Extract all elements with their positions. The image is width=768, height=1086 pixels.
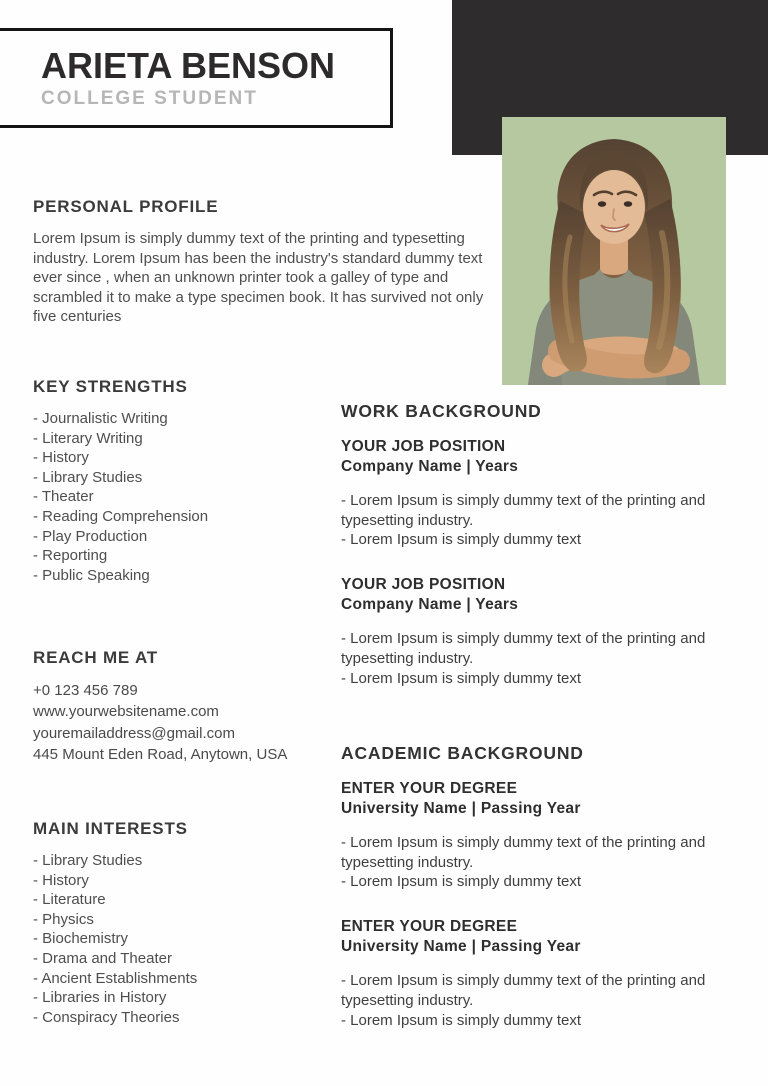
degree-title: ENTER YOUR DEGREE bbox=[341, 780, 518, 797]
degree-title: ENTER YOUR DEGREE bbox=[341, 918, 518, 936]
main-interests-section bbox=[33, 818, 353, 1027]
company-name-years: Company Name | Years bbox=[341, 458, 519, 475]
reach-me-heading: REACH ME AT bbox=[33, 648, 158, 667]
list-item: - Ancient Establishments bbox=[33, 969, 198, 987]
key-strengths-section bbox=[33, 376, 333, 585]
academic-background-section bbox=[341, 742, 739, 1055]
bullet-text: - Lorem Ipsum is simply dummy text of the printing and typesetting industry. bbox=[341, 972, 706, 1009]
list-item: - Physics bbox=[33, 910, 94, 928]
main-interests-list bbox=[33, 851, 353, 1027]
main-interests-heading: MAIN INTERESTS bbox=[33, 819, 188, 838]
list-item: - Theater bbox=[33, 488, 94, 506]
list-item: - Journalistic Writing bbox=[33, 410, 168, 427]
profile-photo bbox=[502, 117, 726, 385]
list-item: - Library Studies bbox=[33, 852, 143, 869]
key-strengths-list bbox=[33, 409, 333, 585]
university-name-year: University Name | Passing Year bbox=[341, 800, 581, 817]
job-position-title: YOUR JOB POSITION bbox=[341, 576, 506, 594]
header-name-box bbox=[0, 28, 393, 128]
job-position-title: YOUR JOB POSITION bbox=[341, 438, 506, 455]
list-item: - Literature bbox=[33, 891, 106, 909]
academic-entry bbox=[341, 779, 739, 892]
bullet-text: - Lorem Ipsum is simply dummy text bbox=[341, 531, 582, 549]
work-entry bbox=[341, 575, 739, 688]
list-item: - Reading Comprehension bbox=[33, 507, 209, 525]
academic-entry bbox=[341, 917, 739, 1030]
website-text: www.yourwebsitename.com bbox=[33, 703, 219, 721]
bullet-text: - Lorem Ipsum is simply dummy text bbox=[341, 873, 582, 891]
email-text: youremailaddress@gmail.com bbox=[33, 724, 235, 742]
academic-background-heading: ACADEMIC BACKGROUND bbox=[341, 743, 584, 763]
phone-text: +0 123 456 789 bbox=[33, 682, 138, 699]
list-item: - Conspiracy Theories bbox=[33, 1008, 180, 1026]
list-item: - History bbox=[33, 871, 89, 889]
bullet-text: - Lorem Ipsum is simply dummy text of the printing and typesetting industry. bbox=[341, 492, 706, 529]
address-text: 445 Mount Eden Road, Anytown, USA bbox=[33, 745, 288, 763]
list-item: - Literary Writing bbox=[33, 429, 143, 447]
list-item: - Biochemistry bbox=[33, 930, 129, 948]
list-item: - Play Production bbox=[33, 527, 148, 545]
portrait-illustration bbox=[502, 117, 726, 385]
key-strengths-heading: KEY STRENGTHS bbox=[33, 377, 188, 396]
bullet-text: - Lorem Ipsum is simply dummy text bbox=[341, 1011, 582, 1029]
company-name-years: Company Name | Years bbox=[341, 596, 519, 614]
work-background-section bbox=[341, 400, 739, 713]
list-item: - History bbox=[33, 449, 89, 467]
personal-profile-heading: PERSONAL PROFILE bbox=[33, 197, 219, 216]
person-title: COLLEGE STUDENT bbox=[41, 87, 258, 109]
bullet-text: - Lorem Ipsum is simply dummy text of the printing and typesetting industry. bbox=[341, 834, 706, 871]
person-name: ARIETA BENSON bbox=[41, 44, 336, 86]
bullet-text: - Lorem Ipsum is simply dummy text of the printing and typesetting industry. bbox=[341, 630, 706, 667]
work-background-heading: WORK BACKGROUND bbox=[341, 401, 542, 421]
personal-profile-section bbox=[33, 196, 493, 327]
list-item: - Libraries in History bbox=[33, 989, 167, 1007]
list-item: - Library Studies bbox=[33, 468, 143, 486]
university-name-year: University Name | Passing Year bbox=[341, 938, 581, 956]
work-entry bbox=[341, 437, 739, 550]
list-item: - Reporting bbox=[33, 547, 108, 565]
reach-me-section bbox=[33, 647, 353, 765]
bullet-text: - Lorem Ipsum is simply dummy text bbox=[341, 669, 582, 687]
list-item: - Drama and Theater bbox=[33, 949, 172, 967]
personal-profile-text: Lorem Ipsum is simply dummy text of the printing and typesetting industry. Lorem Ipsum has been the industry's standard dummy text ever since , when an unknown printer took a galley of type and scrambled it to make a type specimen book. It has survived not only five centuries bbox=[33, 230, 484, 325]
list-item: - Public Speaking bbox=[33, 566, 150, 584]
